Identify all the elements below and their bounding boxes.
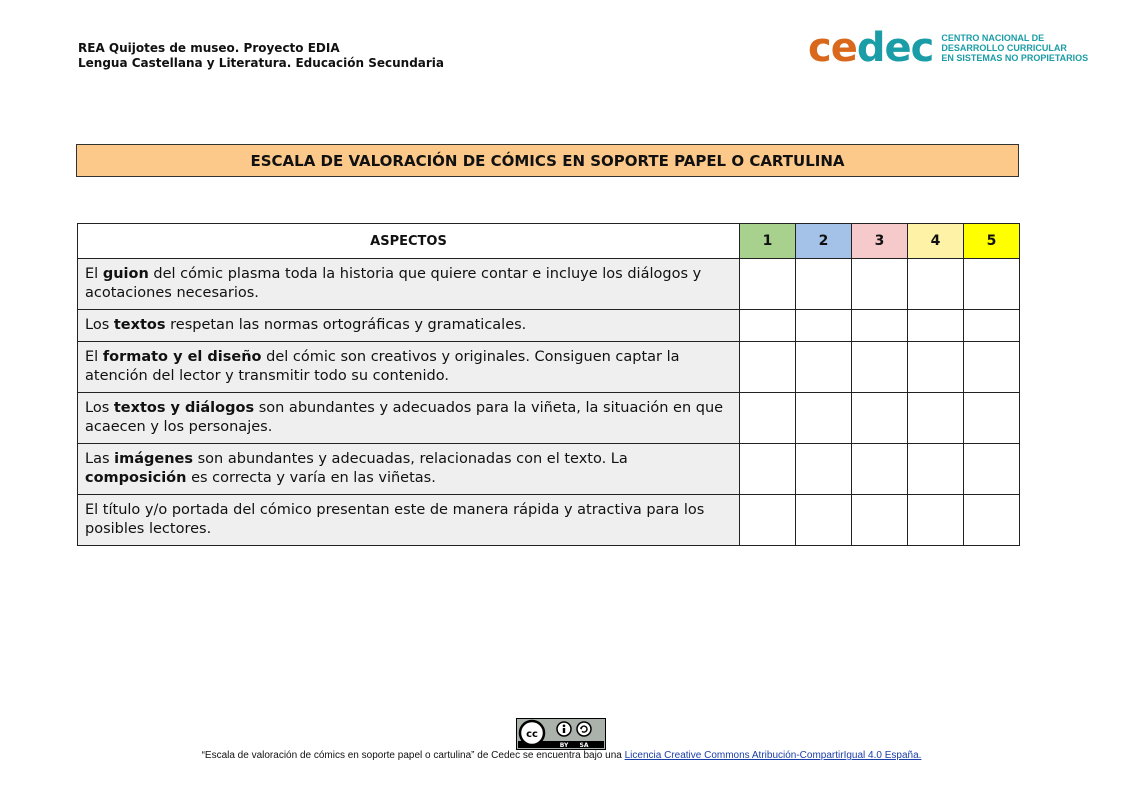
aspect-cell: El guion del cómic plasma toda la historia que quiere contar e incluye los diálogos y acotaciones necesarios. [78, 259, 740, 310]
level-1-header: 1 [740, 224, 796, 259]
badge-by-label: BY [559, 742, 569, 749]
score-cell-2[interactable] [796, 495, 852, 546]
score-cell-3[interactable] [852, 310, 908, 342]
score-cell-3[interactable] [852, 444, 908, 495]
score-cell-4[interactable] [908, 444, 964, 495]
cedec-logo [808, 25, 1089, 71]
score-cell-1[interactable] [740, 495, 796, 546]
score-cell-4[interactable] [908, 393, 964, 444]
license-footer [0, 750, 1123, 761]
svg-text:cc: cc [526, 729, 538, 740]
aspects-header: ASPECTOS [78, 224, 740, 259]
score-cell-5[interactable] [964, 495, 1020, 546]
table-row [78, 393, 1020, 444]
score-cell-1[interactable] [740, 342, 796, 393]
score-cell-2[interactable] [796, 444, 852, 495]
score-cell-4[interactable] [908, 310, 964, 342]
score-cell-1[interactable] [740, 444, 796, 495]
license-text: “Escala de valoración de cómics en soporte papel o cartulina” de Cedec se encuentra bajo una [201, 750, 625, 761]
level-5-header: 5 [964, 224, 1020, 259]
header-line-2: Lengua Castellana y Literatura. Educación Secundaria [78, 56, 445, 70]
license-link[interactable]: Licencia Creative Commons Atribución-CompartirIgual 4.0 España. [624, 750, 922, 761]
table-row [78, 342, 1020, 393]
logo-sub-line-3: EN SISTEMAS NO PROPIETARIOS [941, 53, 1089, 63]
score-cell-5[interactable] [964, 310, 1020, 342]
score-cell-4[interactable] [908, 495, 964, 546]
score-cell-5[interactable] [964, 393, 1020, 444]
table-row [78, 444, 1020, 495]
logo-sub-line-1: CENTRO NACIONAL DE [941, 33, 1045, 43]
score-cell-2[interactable] [796, 393, 852, 444]
score-cell-4[interactable] [908, 259, 964, 310]
table-row [78, 495, 1020, 546]
logo-subtitle [941, 33, 1088, 63]
score-cell-1[interactable] [740, 310, 796, 342]
score-cell-5[interactable] [964, 342, 1020, 393]
score-cell-3[interactable] [852, 495, 908, 546]
score-cell-2[interactable] [796, 342, 852, 393]
aspect-cell: Los textos respetan las normas ortográficas y gramaticales. [78, 310, 740, 342]
header-line-1: REA Quijotes de museo. Proyecto EDIA [78, 41, 340, 55]
rubric-table [77, 223, 1020, 546]
score-cell-1[interactable] [740, 259, 796, 310]
score-cell-5[interactable] [964, 444, 1020, 495]
rubric-title: ESCALA DE VALORACIÓN DE CÓMICS EN SOPORTE PAPEL O CARTULINA [76, 144, 1019, 177]
level-3-header: 3 [852, 224, 908, 259]
score-cell-2[interactable] [796, 310, 852, 342]
aspect-cell: Los textos y diálogos son abundantes y adecuados para la viñeta, la situación en que acaecen y los personajes. [78, 393, 740, 444]
document-header [78, 41, 444, 71]
level-4-header: 4 [908, 224, 964, 259]
cc-by-sa-badge[interactable] [516, 718, 606, 750]
score-cell-1[interactable] [740, 393, 796, 444]
score-cell-2[interactable] [796, 259, 852, 310]
score-cell-3[interactable] [852, 393, 908, 444]
score-cell-3[interactable] [852, 259, 908, 310]
level-2-header: 2 [796, 224, 852, 259]
aspect-cell: Las imágenes son abundantes y adecuadas, relacionadas con el texto. La composición es correcta y varía en las viñetas. [78, 444, 740, 495]
table-row [78, 310, 1020, 342]
aspect-cell: El formato y el diseño del cómic son creativos y originales. Consiguen captar la atención del lector y transmitir todo su contenido. [78, 342, 740, 393]
logo-word: cedec [808, 25, 934, 71]
table-row [78, 259, 1020, 310]
score-cell-4[interactable] [908, 342, 964, 393]
score-cell-5[interactable] [964, 259, 1020, 310]
score-cell-3[interactable] [852, 342, 908, 393]
aspect-cell: El título y/o portada del cómico presentan este de manera rápida y atractiva para los posibles lectores. [78, 495, 740, 546]
table-header-row [78, 224, 1020, 259]
logo-sub-line-2: DESARROLLO CURRICULAR [941, 43, 1067, 53]
badge-sa-label: SA [579, 742, 589, 749]
sa-icon [577, 722, 591, 736]
